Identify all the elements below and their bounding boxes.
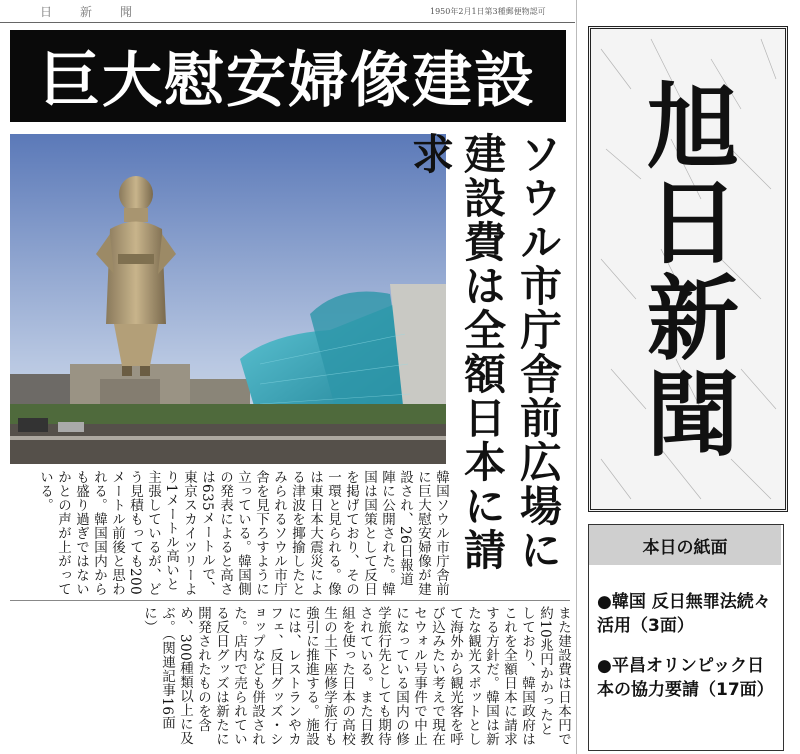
news-photo [10,134,446,464]
subheadline-1: ソウル市庁舎前広場に [514,132,563,572]
article-body-lower: また建設費は日本円で約10兆円かかったとしており、韓国政府はこれを全額日本に請求する方針だ。韓国は新たな観光スポットとして海外から観光客を呼び込みたい考えで現在セウォル号事件で中止になっている国内の修学旅行先としても期待されている。また日教組を使った日本の高校生の土下座修学旅行も強引に推進する。施設には、レストランやカフェ、反日グッズ・ショップなども併設された。店内で売られている反日グッズは新たに開発されたものを含め、300種類以上に及ぶ。（関連記事16面に） [141,606,571,746]
column-divider [576,0,577,754]
masthead-small: 日新聞 [40,5,161,19]
divider [10,600,570,601]
contents-title: 本日の紙面 [589,525,781,565]
photo-illustration [10,134,446,464]
article-body-upper: 韓国ソウル市庁舎前に巨大慰安婦像が建設され、26日報道陣に公開された。韓国は国策として反日を掲げており、その一環と見られる。像は東日本大震災による津波を揶揄したとみられるソウル市庁舎を見下ろすように立っている。韓国側の発表によると高さは635メートルで、東京スカイツリーより1メートル高いと主張しているが、どう見積もっても200メートル前後と思われる。韓国国内からも盛り過ぎではないかとの声が上がっている。 [37,470,449,596]
headline: 巨大慰安婦像建設 [40,46,536,116]
contents-item[interactable]: ●平昌オリンピック日本の協力要請（17面） [597,656,774,700]
dateline: 1950年2月1日第3種郵便物認可 [430,7,546,16]
logo-title: 旭日新聞 [632,78,739,462]
contents-item[interactable]: ●韓国 反日無罪法続々活用（3面） [597,592,771,636]
newspaper-logo [588,40,782,500]
subheadline-2: 建設費は全額日本に請求 [406,132,507,572]
headline-banner [10,30,566,122]
